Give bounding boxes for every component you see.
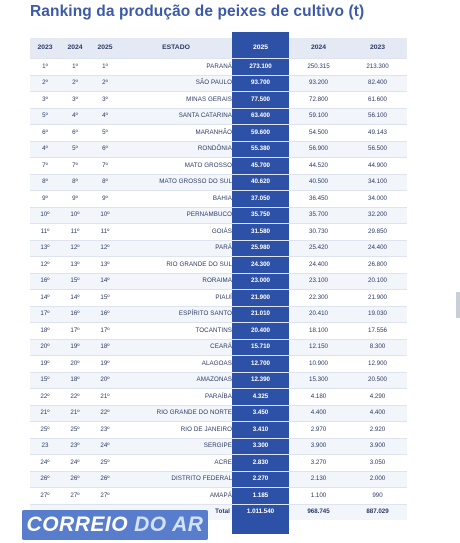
cell-value-2023: 21.900 <box>348 290 407 307</box>
cell-rank-2023: 20º <box>30 339 60 356</box>
cell-rank-2025: 4º <box>90 108 120 125</box>
cell-value-2023: 2.920 <box>348 422 407 439</box>
logo-main-text: CORREIO <box>26 513 129 536</box>
cell-value-2025: 2.830 <box>232 455 289 472</box>
cell-value-2023: 61.600 <box>348 92 407 109</box>
table-row <box>30 405 407 422</box>
cell-value-2023: 49.143 <box>348 125 407 142</box>
cell-total-2024: 968.745 <box>289 504 348 520</box>
cell-value-2023: 213.300 <box>348 59 407 76</box>
table-row <box>30 59 407 76</box>
cell-value-2025: 23.000 <box>232 273 289 290</box>
cell-rank-2024: 14º <box>60 290 90 307</box>
cell-rank-2023: 23 <box>30 438 60 455</box>
cell-rank-2024: 2º <box>60 75 90 92</box>
cell-value-2025: 4.325 <box>232 389 289 406</box>
cell-value-2024: 23.100 <box>289 273 348 290</box>
cell-rank-2024: 3º <box>60 92 90 109</box>
cell-value-2024: 2.130 <box>289 471 348 488</box>
cell-value-2025: 21.900 <box>232 290 289 307</box>
cell-value-2025: 3.450 <box>232 405 289 422</box>
cell-value-2025: 3.410 <box>232 422 289 439</box>
cell-rank-2025: 26º <box>90 471 120 488</box>
cell-value-2024: 4.180 <box>289 389 348 406</box>
scrollbar-thumb[interactable] <box>456 292 460 318</box>
cell-rank-2025: 14º <box>90 273 120 290</box>
cell-rank-2024: 9º <box>60 191 90 208</box>
cell-value-2023: 20.500 <box>348 372 407 389</box>
cell-total-2023: 887.029 <box>348 504 407 520</box>
cell-estado: RORAIMA <box>120 273 232 290</box>
cell-rank-2023: 14º <box>30 290 60 307</box>
cell-rank-2023: 7º <box>30 158 60 175</box>
cell-value-2025: 37.050 <box>232 191 289 208</box>
cell-value-2025: 31.580 <box>232 224 289 241</box>
cell-rank-2023: 16º <box>30 273 60 290</box>
cell-value-2024: 24.400 <box>289 257 348 274</box>
cell-value-2025: 24.300 <box>232 257 289 274</box>
cell-rank-2024: 1º <box>60 59 90 76</box>
cell-value-2025: 59.600 <box>232 125 289 142</box>
cell-rank-2023: 21º <box>30 405 60 422</box>
cell-value-2023: 12.900 <box>348 356 407 373</box>
cell-rank-2023: 6º <box>30 125 60 142</box>
cell-estado: SERGIPE <box>120 438 232 455</box>
cell-estado: MINAS GERAIS <box>120 92 232 109</box>
cell-rank-2024: 17º <box>60 323 90 340</box>
cell-value-2025: 63.400 <box>232 108 289 125</box>
cell-value-2024: 3.900 <box>289 438 348 455</box>
table-row <box>30 240 407 257</box>
cell-rank-2024: 22º <box>60 389 90 406</box>
cell-rank-2025: 25º <box>90 455 120 472</box>
cell-value-2023: 20.100 <box>348 273 407 290</box>
table-row <box>30 323 407 340</box>
cell-value-2024: 22.300 <box>289 290 348 307</box>
cell-value-2024: 35.700 <box>289 207 348 224</box>
cell-estado: PERNAMBUCO <box>120 207 232 224</box>
cell-value-2024: 30.730 <box>289 224 348 241</box>
cell-rank-2023: 13º <box>30 240 60 257</box>
cell-estado: SÃO PAULO <box>120 75 232 92</box>
cell-rank-2025: 24º <box>90 438 120 455</box>
cell-rank-2024: 10º <box>60 207 90 224</box>
cell-rank-2024: 19º <box>60 339 90 356</box>
cell-estado: RONDÔNIA <box>120 141 232 158</box>
table-row <box>30 108 407 125</box>
cell-total-2025: 1.011.540 <box>232 504 289 520</box>
cell-value-2025: 20.400 <box>232 323 289 340</box>
cell-value-2025: 3.300 <box>232 438 289 455</box>
cell-value-2024: 10.900 <box>289 356 348 373</box>
cell-rank-2025: 1º <box>90 59 120 76</box>
table-row <box>30 141 407 158</box>
header-estado: ESTADO <box>120 38 232 59</box>
cell-value-2023: 3.900 <box>348 438 407 455</box>
cell-rank-2025: 27º <box>90 488 120 505</box>
cell-value-2025: 12.390 <box>232 372 289 389</box>
cell-rank-2023: 12º <box>30 257 60 274</box>
cell-value-2023: 17.556 <box>348 323 407 340</box>
cell-rank-2025: 18º <box>90 339 120 356</box>
table-row <box>30 224 407 241</box>
cell-rank-2024: 21º <box>60 405 90 422</box>
cell-estado: PARAÍBA <box>120 389 232 406</box>
cell-value-2024: 25.420 <box>289 240 348 257</box>
page-title: Ranking da produção de peixes de cultivo (t) <box>30 3 365 20</box>
cell-rank-2025: 6º <box>90 141 120 158</box>
cell-value-2024: 1.100 <box>289 488 348 505</box>
cell-value-2025: 55.380 <box>232 141 289 158</box>
cell-value-2023: 24.400 <box>348 240 407 257</box>
cell-value-2023: 4.400 <box>348 405 407 422</box>
cell-value-2025: 77.500 <box>232 92 289 109</box>
cell-total-label: Total <box>120 504 232 520</box>
cell-rank-2024: 18º <box>60 372 90 389</box>
cell-value-2025: 2.270 <box>232 471 289 488</box>
cell-rank-2024: 24º <box>60 455 90 472</box>
cell-estado: MATO GROSSO <box>120 158 232 175</box>
cell-rank-2023: 17º <box>30 306 60 323</box>
cell-estado: BAHIA <box>120 191 232 208</box>
ranking-table <box>30 38 407 520</box>
table-row <box>30 455 407 472</box>
cell-value-2023: 32.200 <box>348 207 407 224</box>
table-row <box>30 125 407 142</box>
cell-rank-2023: 19º <box>30 356 60 373</box>
cell-rank-2025: 5º <box>90 125 120 142</box>
header-value-2024: 2024 <box>289 38 348 59</box>
cell-estado: SANTA CATARINA <box>120 108 232 125</box>
cell-rank-2024: 11º <box>60 224 90 241</box>
cell-estado: PIAUÍ <box>120 290 232 307</box>
cell-rank-2025: 23º <box>90 422 120 439</box>
cell-estado: MARANHÃO <box>120 125 232 142</box>
cell-rank-2023: 26º <box>30 471 60 488</box>
table-row <box>30 389 407 406</box>
cell-estado: PARANÁ <box>120 59 232 76</box>
header-rank-2025: 2025 <box>90 38 120 59</box>
header-rank-2023: 2023 <box>30 38 60 59</box>
cell-rank-2023: 25º <box>30 422 60 439</box>
table-row <box>30 488 407 505</box>
cell-rank-2025: 11º <box>90 224 120 241</box>
cell-rank-2025: 3º <box>90 92 120 109</box>
cell-value-2023: 56.100 <box>348 108 407 125</box>
cell-rank-2025: 10º <box>90 207 120 224</box>
table-row <box>30 158 407 175</box>
cell-estado: TOCANTINS <box>120 323 232 340</box>
cell-rank-2024: 27º <box>60 488 90 505</box>
cell-rank-2024: 26º <box>60 471 90 488</box>
cell-rank-2025: 22º <box>90 405 120 422</box>
cell-value-2025: 15.710 <box>232 339 289 356</box>
cell-value-2023: 44.900 <box>348 158 407 175</box>
cell-estado: RIO GRANDE DO NORTE <box>120 405 232 422</box>
cell-value-2025: 273.100 <box>232 59 289 76</box>
cell-rank-2025: 19º <box>90 356 120 373</box>
table-row <box>30 339 407 356</box>
cell-rank-2023: 3º <box>30 92 60 109</box>
cell-value-2024: 44.520 <box>289 158 348 175</box>
cell-value-2024: 3.270 <box>289 455 348 472</box>
cell-rank-2024: 13º <box>60 257 90 274</box>
cell-value-2024: 2.970 <box>289 422 348 439</box>
cell-value-2025: 35.750 <box>232 207 289 224</box>
cell-estado: AMAZONAS <box>120 372 232 389</box>
cell-rank-2024: 4º <box>60 108 90 125</box>
cell-estado: DISTRITO FEDERAL <box>120 471 232 488</box>
cell-rank-2024: 20º <box>60 356 90 373</box>
header-value-2023: 2023 <box>348 38 407 59</box>
cell-value-2023: 2.000 <box>348 471 407 488</box>
cell-value-2025: 45.700 <box>232 158 289 175</box>
cell-value-2023: 8.300 <box>348 339 407 356</box>
cell-value-2024: 4.400 <box>289 405 348 422</box>
table-row <box>30 471 407 488</box>
cell-rank-2023: 9º <box>30 191 60 208</box>
cell-rank-2025: 8º <box>90 174 120 191</box>
cell-rank-2024: 6º <box>60 125 90 142</box>
table-row <box>30 356 407 373</box>
cell-value-2024: 56.900 <box>289 141 348 158</box>
cell-rank-2023: 8º <box>30 174 60 191</box>
cell-estado: ALAGOAS <box>120 356 232 373</box>
cell-rank-2023: 15º <box>30 372 60 389</box>
table-row <box>30 438 407 455</box>
cell-rank-2025: 16º <box>90 306 120 323</box>
cell-rank-2023: 27º <box>30 488 60 505</box>
cell-rank-2023: 1º <box>30 59 60 76</box>
cell-value-2023: 19.030 <box>348 306 407 323</box>
cell-value-2023: 82.400 <box>348 75 407 92</box>
cell-value-2025: 21.010 <box>232 306 289 323</box>
cell-estado: PARÁ <box>120 240 232 257</box>
cell-rank-2023: 5º <box>30 108 60 125</box>
cell-rank-2024: 16º <box>60 306 90 323</box>
cell-rank-2025: 17º <box>90 323 120 340</box>
cell-rank-2023: 10º <box>30 207 60 224</box>
cell-value-2023: 990 <box>348 488 407 505</box>
table-row <box>30 174 407 191</box>
cell-rank-2024: 23º <box>60 438 90 455</box>
cell-value-2024: 93.200 <box>289 75 348 92</box>
cell-rank-2024: 15º <box>60 273 90 290</box>
table-row <box>30 422 407 439</box>
table-row <box>30 306 407 323</box>
cell-value-2025: 12.700 <box>232 356 289 373</box>
cell-value-2025: 1.185 <box>232 488 289 505</box>
logo-tail-text: DO AR <box>134 513 204 536</box>
cell-value-2025: 25.980 <box>232 240 289 257</box>
cell-rank-2025: 13º <box>90 257 120 274</box>
cell-rank-2023: 2º <box>30 75 60 92</box>
cell-value-2023: 4.290 <box>348 389 407 406</box>
cell-rank-2025: 15º <box>90 290 120 307</box>
cell-value-2024: 15.300 <box>289 372 348 389</box>
header-rank-2024: 2024 <box>60 38 90 59</box>
cell-rank-2025: 12º <box>90 240 120 257</box>
table-row <box>30 191 407 208</box>
cell-estado: ESPÍRITO SANTO <box>120 306 232 323</box>
cell-value-2024: 59.100 <box>289 108 348 125</box>
cell-rank-2024: 8º <box>60 174 90 191</box>
cell-rank-2023: 4º <box>30 141 60 158</box>
cell-value-2024: 18.100 <box>289 323 348 340</box>
cell-value-2023: 3.050 <box>348 455 407 472</box>
cell-rank-2024: 5º <box>60 141 90 158</box>
table-row <box>30 257 407 274</box>
cell-estado: RIO DE JANEIRO <box>120 422 232 439</box>
correio-do-ar-logo <box>22 510 208 540</box>
cell-estado: RIO GRANDE DO SUL <box>120 257 232 274</box>
cell-rank-2025: 20º <box>90 372 120 389</box>
cell-value-2024: 72.800 <box>289 92 348 109</box>
cell-rank-2025: 21º <box>90 389 120 406</box>
table-row <box>30 207 407 224</box>
cell-rank-2024: 7º <box>60 158 90 175</box>
cell-rank-2024: 25º <box>60 422 90 439</box>
cell-rank-2025: 7º <box>90 158 120 175</box>
cell-rank-2023: 22º <box>30 389 60 406</box>
cell-rank-2023: 24º <box>30 455 60 472</box>
cell-value-2024: 36.450 <box>289 191 348 208</box>
cell-value-2023: 26.800 <box>348 257 407 274</box>
cell-value-2023: 34.100 <box>348 174 407 191</box>
cell-value-2024: 12.150 <box>289 339 348 356</box>
cell-value-2025: 40.620 <box>232 174 289 191</box>
table-row <box>30 290 407 307</box>
table-row <box>30 273 407 290</box>
cell-value-2025: 93.700 <box>232 75 289 92</box>
cell-rank-2024: 12º <box>60 240 90 257</box>
cell-value-2024: 20.410 <box>289 306 348 323</box>
header-value-2025: 2025 <box>252 43 269 51</box>
table-row <box>30 92 407 109</box>
table-header-row <box>30 38 407 59</box>
cell-estado: MATO GROSSO DO SUL <box>120 174 232 191</box>
cell-estado: GOIÁS <box>120 224 232 241</box>
cell-rank-2025: 9º <box>90 191 120 208</box>
cell-value-2023: 56.500 <box>348 141 407 158</box>
cell-value-2024: 40.500 <box>289 174 348 191</box>
table-row <box>30 75 407 92</box>
cell-rank-2023: 18º <box>30 323 60 340</box>
cell-value-2024: 250.315 <box>289 59 348 76</box>
table-row <box>30 372 407 389</box>
cell-estado: ACRE <box>120 455 232 472</box>
cell-rank-2023: 11º <box>30 224 60 241</box>
cell-value-2024: 54.500 <box>289 125 348 142</box>
cell-estado: AMAPÁ <box>120 488 232 505</box>
cell-value-2023: 34.000 <box>348 191 407 208</box>
cell-rank-2025: 2º <box>90 75 120 92</box>
cell-value-2023: 29.850 <box>348 224 407 241</box>
cell-estado: CEARÁ <box>120 339 232 356</box>
